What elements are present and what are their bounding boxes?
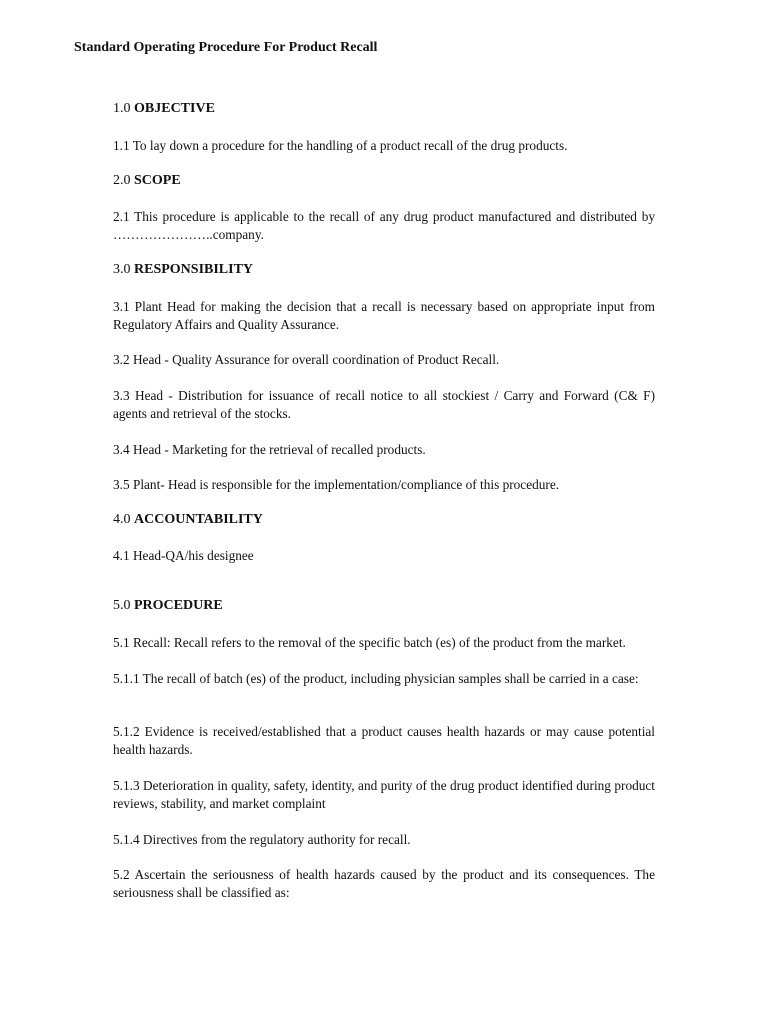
section-number: 4.0	[113, 512, 134, 527]
paragraph-4-1: 4.1 Head-QA/his designee	[113, 548, 254, 563]
paragraph-1-1: 1.1 To lay down a procedure for the handling of a product recall of the drug products.	[113, 138, 568, 153]
section-heading-accountability	[113, 512, 263, 528]
section-label: RESPONSIBILITY	[134, 262, 254, 277]
paragraph-5-1-1: 5.1.1 The recall of batch (es) of the product, including physician samples shall be carried in a case:	[113, 671, 639, 686]
paragraph-5-1-4: 5.1.4 Directives from the regulatory authority for recall.	[113, 832, 411, 847]
section-heading-procedure	[113, 598, 223, 614]
section-heading-responsibility	[113, 262, 253, 278]
section-label: PROCEDURE	[134, 598, 223, 613]
document-title: Standard Operating Procedure For Product Recall	[74, 40, 378, 55]
paragraph-3-4: 3.4 Head - Marketing for the retrieval of recalled products.	[113, 442, 426, 457]
section-label: SCOPE	[134, 173, 181, 188]
paragraph-5-1: 5.1 Recall: Recall refers to the removal of the specific batch (es) of the product from the market.	[113, 635, 626, 650]
section-number: 5.0	[113, 598, 134, 613]
paragraph-3-2: 3.2 Head - Quality Assurance for overall coordination of Product Recall.	[113, 352, 500, 367]
section-number: 2.0	[113, 173, 134, 188]
paragraph-5-2: 5.2 Ascertain the seriousness of health hazards caused by the product and its consequences. The seriousness shall be classified as:	[113, 867, 655, 900]
paragraph-5-1-3: 5.1.3 Deterioration in quality, safety, identity, and purity of the drug product identified during product reviews, stability, and market complaint	[113, 778, 655, 811]
paragraph-3-3: 3.3 Head - Distribution for issuance of recall notice to all stockiest / Carry and Forward (C& F) agents and retrieval of the stocks.	[113, 388, 655, 421]
section-number: 3.0	[113, 262, 134, 277]
section-label: OBJECTIVE	[134, 101, 215, 116]
section-label: ACCOUNTABILITY	[134, 512, 263, 527]
paragraph-5-1-2: 5.1.2 Evidence is received/established that a product causes health hazards or may cause potential health hazards.	[113, 724, 655, 757]
section-heading-scope	[113, 173, 181, 189]
paragraph-3-1: 3.1 Plant Head for making the decision that a recall is necessary based on appropriate input from Regulatory Affairs and Quality Assurance.	[113, 299, 655, 332]
section-heading-objective	[113, 101, 215, 117]
paragraph-2-1: 2.1 This procedure is applicable to the recall of any drug product manufactured and distributed by …………………..company.	[113, 209, 655, 242]
paragraph-3-5: 3.5 Plant- Head is responsible for the implementation/compliance of this procedure.	[113, 477, 560, 492]
section-number: 1.0	[113, 101, 134, 116]
